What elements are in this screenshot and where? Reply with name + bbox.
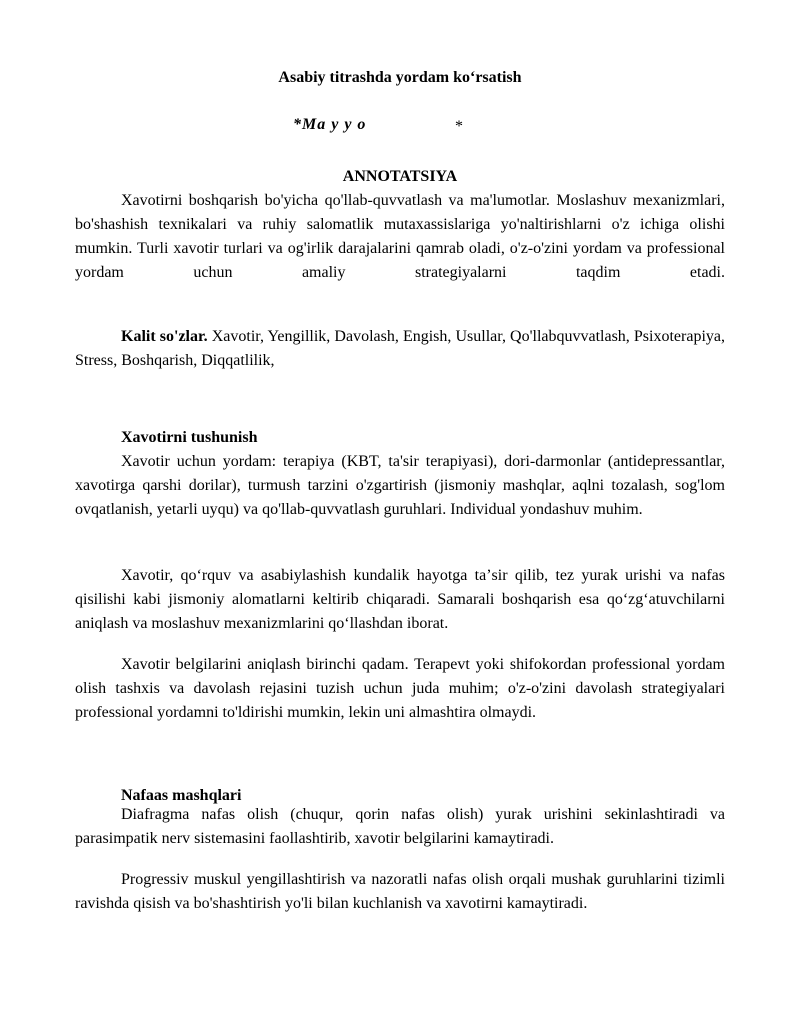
abstract-paragraph: Xavotirni boshqarish bo'yicha qo'llab-quvvatlash va ma'lumotlar. Moslashuv mexanizmlari, bo'shashish texnikalari va ruhiy salomatlik mutaxassislariga yo'naltirishlarni o'z ichiga olishi mumkin. Turli xavotir turlari va og'irlik darajalarini qamrab oladi, o'z-o'zini yordam va professional yordam uchun amaliy strategiyalarni taqdim etadi.: [75, 192, 725, 281]
abstract-heading: ANNOTATSIYA: [342, 168, 458, 185]
section1-paragraph-1: Xavotir uchun yordam: terapiya (KBT, ta'sir terapiyasi), dori-darmonlar (antidepressantlar, xavotirga qarshi dorilar), turmush tarzini o'zgartirish (jismoniy mashqlar, aqlni tozalash, sog'lom ovqatlanish, yetarli uyqu) va qo'llab-quvvatlash guruhlari. Individual yondashuv muhim.: [75, 453, 725, 518]
section2-paragraph-1: Diafragma nafas olish (chuqur, qorin nafas olish) yurak urishini sekinlashtiradi va parasimpatik nerv sistemasini faollashtirib, xavotir belgilarini kamaytiradi.: [75, 806, 725, 847]
document-title: Asabiy titrashda yordam koʻrsatish: [278, 69, 522, 86]
keywords-paragraph: [75, 325, 725, 373]
section2-paragraph-2: Progressiv muskul yengillashtirish va nazoratli nafas olish orqali mushak guruhlarini tizimli ravishda qisish va bo'shashtirish yo'li bilan kuchlanish va xavotirni kamaytiradi.: [75, 871, 725, 912]
section-heading-understanding: Xavotirni tushunish: [121, 429, 258, 446]
section1-paragraph-3: Xavotir belgilarini aniqlash birinchi qadam. Terapevt yoki shifokordan professional yordam olish tashxis va davolash rejasini tuzish uchun juda muhim; o'z-o'zini davolash strategiyalari professional yordamni to'ldirishi mumkin, lekin uni almashtira olmaydi.: [75, 656, 725, 721]
keywords-list: Xavotir, Yengillik, Davolash, Engish, Usullar, Qo'llabquvvatlash, Psixoterapiya, Stress, Boshqarish, Diqqatlilik,: [75, 328, 726, 369]
keywords-label: Kalit so'zlar.: [121, 328, 208, 345]
author-name: *Ma y y o: [293, 116, 367, 133]
section1-paragraph-2: Xavotir, qoʻrquv va asabiylashish kundalik hayotga taʼsir qilib, tez yurak urishi va nafas qisilishi kabi jismoniy alomatlarni keltirib chiqaradi. Samarali boshqarish esa qoʻzgʻatuvchilarni aniqlash va moslashuv mexanizmlarini qoʻllashdan iborat.: [75, 567, 725, 632]
section-heading-breathing: Nafaas mashqlari: [121, 787, 242, 804]
author-footnote-mark: *: [455, 118, 463, 135]
